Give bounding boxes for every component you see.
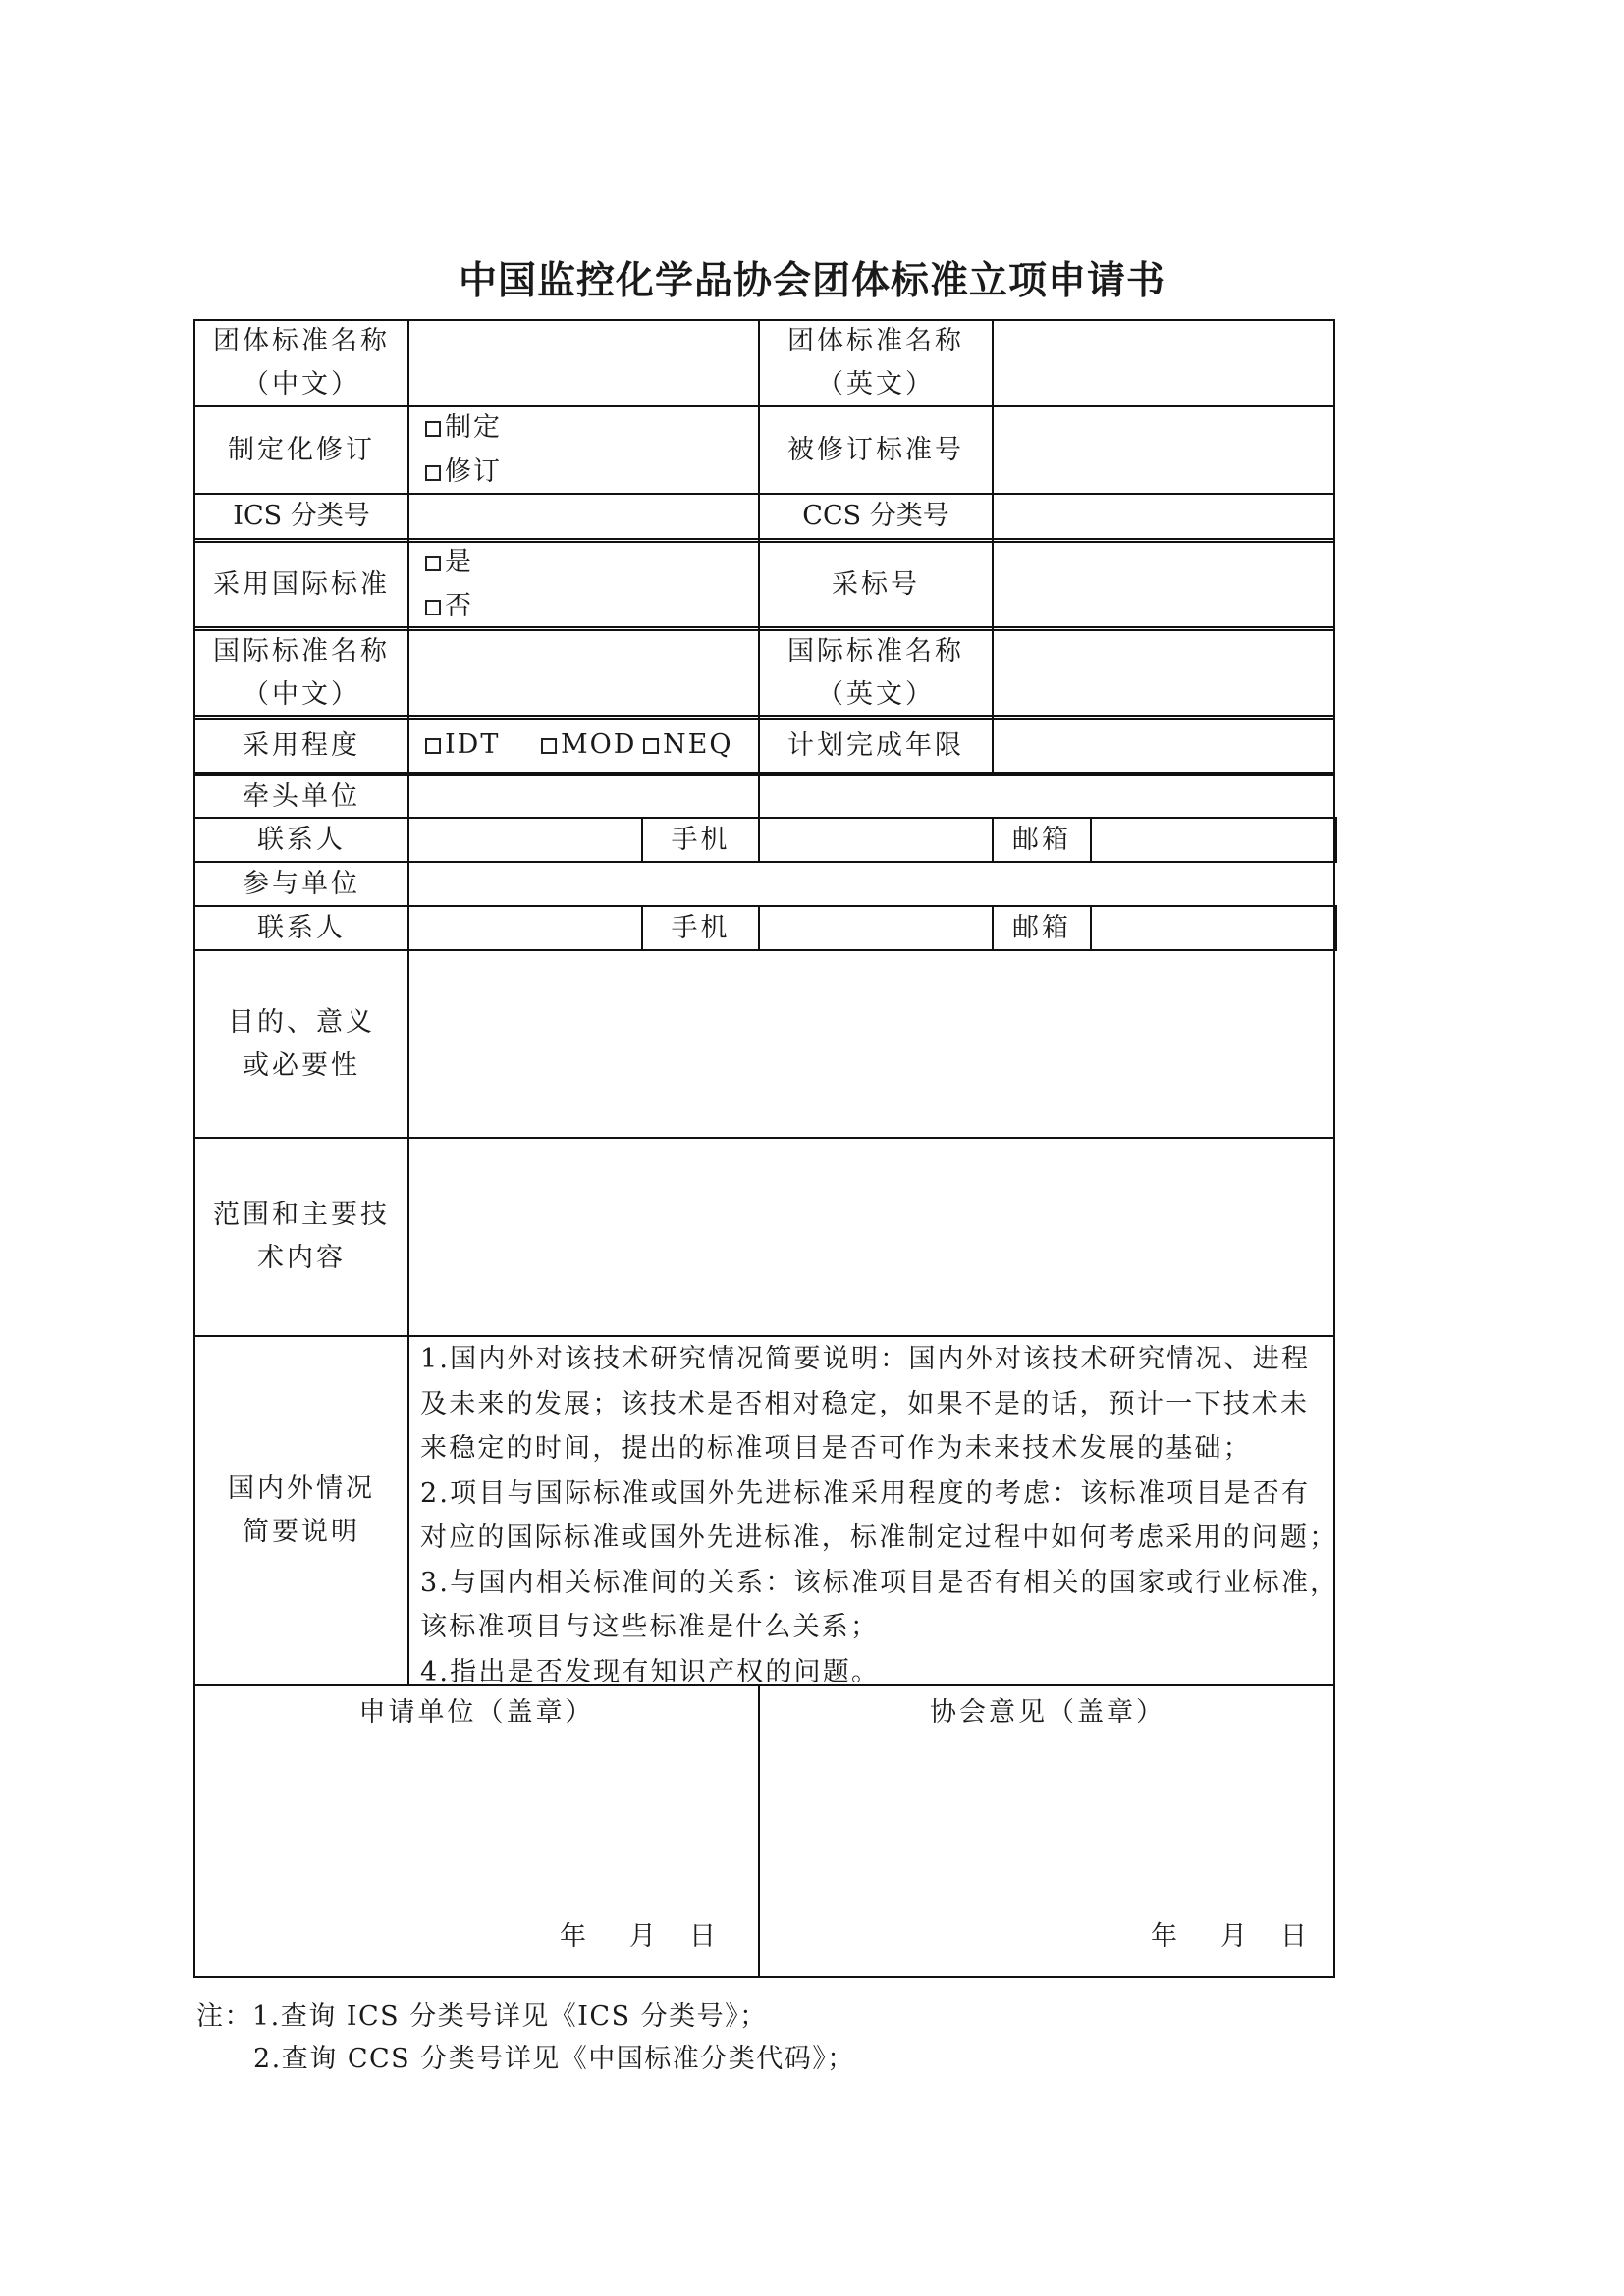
lead-email-field[interactable]: [1092, 819, 1335, 861]
adopt-yes-checkbox[interactable]: [425, 556, 441, 571]
lead-email-label: 邮箱: [1012, 824, 1071, 855]
applicant-date-day: 日: [689, 1921, 716, 1951]
idt-checkbox[interactable]: [425, 738, 441, 754]
description-line: 4.指出是否发现有知识产权的问题。: [420, 1656, 881, 1687]
purpose-label: 目的、意义 或必要性: [228, 1006, 375, 1081]
participant-email-label: 邮箱: [1012, 912, 1071, 943]
intl-standard-name-cn-field[interactable]: [409, 631, 758, 715]
domestic-intl-label: 国内外情况 简要说明: [228, 1473, 375, 1547]
association-date-day: 日: [1280, 1921, 1307, 1951]
formulate-option[interactable]: 制定: [425, 406, 502, 450]
adopt-no-checkbox[interactable]: [425, 600, 441, 615]
row-divider: [193, 772, 1335, 774]
adopt-no-option[interactable]: 否: [425, 585, 473, 628]
scope-field[interactable]: [409, 1139, 1333, 1335]
formulate-or-revise-label: 制定化修订: [228, 434, 375, 465]
note-line-1: 注：1.查询 ICS 分类号详见《ICS 分类号》；: [196, 2002, 768, 2032]
planned-deadline-field[interactable]: [994, 720, 1333, 772]
description-line: 2.项目与国际标准或国外先进标准采用程度的考虑：该标准项目是否有: [420, 1477, 1311, 1509]
description-line: 及未来的发展；该技术是否相对稳定，如果不是的话，预计一下技术未: [420, 1388, 1310, 1419]
association-opinion-label: 协会意见（盖章）: [930, 1697, 1165, 1728]
applicant-seal-label: 申请单位（盖章）: [358, 1697, 595, 1728]
lead-unit-label: 牵头单位: [243, 780, 360, 812]
participant-phone-field[interactable]: [760, 907, 992, 949]
lead-unit-field[interactable]: [409, 776, 1333, 817]
participating-units-field[interactable]: [409, 863, 1333, 905]
intl-standard-name-en-label: 国际标准名称 （英文）: [787, 635, 964, 710]
description-line: 3.与国内相关标准间的关系：该标准项目是否有相关的国家或行业标准，: [420, 1567, 1339, 1598]
column-divider: [1335, 817, 1337, 861]
domestic-intl-description[interactable]: [420, 1337, 1339, 1694]
participant-contact-label: 联系人: [257, 912, 346, 943]
applicant-date-month: 月: [629, 1921, 656, 1951]
revised-standard-no-field[interactable]: [994, 407, 1333, 493]
row-divider: [193, 715, 1335, 717]
participating-units-label: 参与单位: [243, 868, 360, 899]
neq-option[interactable]: NEQ: [643, 723, 732, 767]
standard-name-cn-label: 团体标准名称 （中文）: [213, 326, 390, 400]
intl-standard-name-en-field[interactable]: [994, 631, 1333, 715]
lead-contact-label: 联系人: [257, 824, 346, 855]
neq-checkbox[interactable]: [643, 738, 659, 754]
association-opinion-area[interactable]: [760, 1737, 1335, 1914]
mod-checkbox[interactable]: [541, 738, 557, 754]
revise-option[interactable]: 修订: [425, 451, 502, 494]
revised-standard-no-label: 被修订标准号: [787, 434, 964, 465]
participant-contact-field[interactable]: [409, 907, 641, 949]
standard-name-cn-field[interactable]: [409, 321, 758, 405]
standard-name-en-label: 团体标准名称 （英文）: [787, 326, 964, 400]
participant-phone-label: 手机: [671, 912, 731, 943]
row-divider: [193, 538, 1335, 540]
description-line: 对应的国际标准或国外先进标准，标准制定过程中如何考虑采用的问题；: [420, 1522, 1338, 1553]
lead-contact-field[interactable]: [409, 819, 641, 861]
description-line: 1.国内外对该技术研究情况简要说明：国内外对该技术研究情况、进程: [420, 1344, 1311, 1374]
planned-deadline-label: 计划完成年限: [787, 729, 964, 761]
idt-option[interactable]: IDT: [425, 723, 500, 767]
association-date-year: 年: [1151, 1921, 1177, 1951]
adopted-standard-no-label: 采标号: [832, 568, 920, 600]
participant-email-field[interactable]: [1092, 907, 1335, 949]
description-line: 该标准项目与这些标准是什么关系；: [420, 1612, 880, 1642]
scope-label: 范围和主要技 术内容: [213, 1200, 390, 1273]
lead-phone-field[interactable]: [760, 819, 992, 861]
applicant-date-year: 年: [560, 1921, 586, 1951]
note-line-2: 2.查询 CCS 分类号详见《中国标准分类代码》；: [253, 2044, 855, 2074]
form-title: 中国监控化学品协会团体标准立项申请书: [458, 259, 1165, 303]
ccs-code-label: CCS 分类号: [802, 501, 949, 531]
mod-option[interactable]: MOD: [541, 723, 636, 767]
lead-phone-label: 手机: [671, 824, 731, 855]
description-line: 来稳定的时间，提出的标准项目是否可作为未来技术发展的基础；: [420, 1433, 1252, 1464]
adopt-yes-option[interactable]: 是: [425, 541, 473, 584]
row-divider: [193, 626, 1335, 628]
revise-checkbox[interactable]: [425, 465, 441, 481]
purpose-field[interactable]: [409, 951, 1333, 1137]
adoption-degree-label: 采用程度: [243, 729, 360, 761]
ics-code-field[interactable]: [409, 495, 758, 538]
adopt-international-label: 采用国际标准: [213, 568, 390, 600]
ics-code-label: ICS 分类号: [233, 501, 370, 531]
ccs-code-field[interactable]: [994, 495, 1333, 538]
formulate-checkbox[interactable]: [425, 421, 441, 437]
intl-standard-name-cn-label: 国际标准名称 （中文）: [213, 635, 390, 710]
column-divider: [1335, 905, 1337, 949]
adopted-standard-no-field[interactable]: [994, 543, 1333, 626]
association-date-month: 月: [1220, 1921, 1247, 1951]
standard-name-en-field[interactable]: [994, 321, 1333, 405]
applicant-seal-area[interactable]: [195, 1737, 758, 1914]
